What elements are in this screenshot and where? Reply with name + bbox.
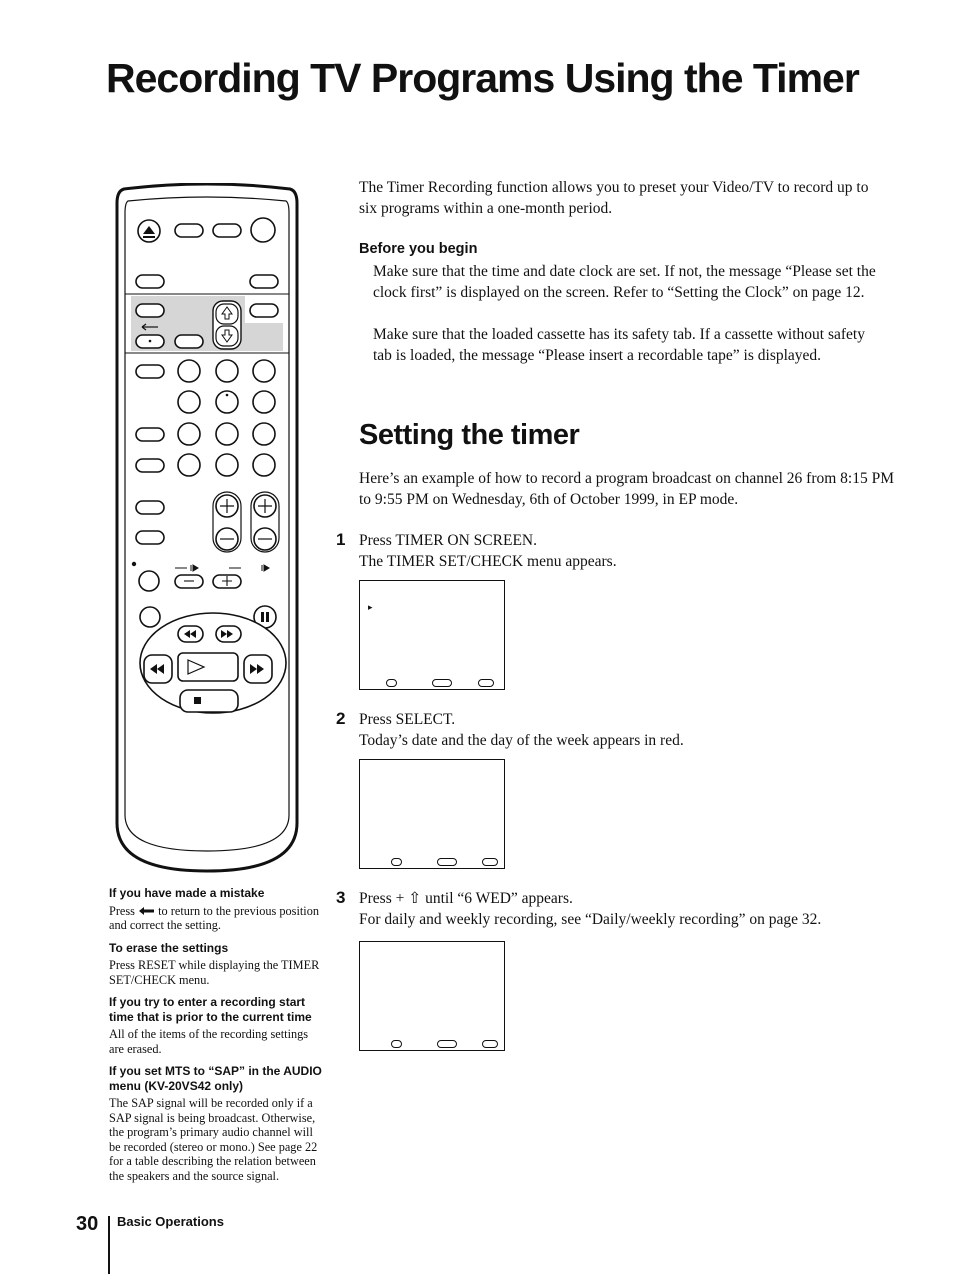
before-item-2: Make sure that the loaded cassette has its safety tab. If a cassette without safety tab is loaded, the message “Please insert a recordable tape” is displayed.: [373, 326, 865, 364]
page-number: 30: [76, 1213, 99, 1235]
note-heading: If you try to enter a recording start time that is prior to the current time: [109, 995, 312, 1024]
tv-screen-2: [359, 759, 505, 869]
note-heading: If you have made a mistake: [109, 886, 265, 900]
remote-control-illustration: [114, 183, 300, 873]
cursor-arrow-icon: ▸: [368, 602, 373, 612]
before-heading: Before you begin: [359, 241, 478, 257]
footer-section: Basic Operations: [117, 1214, 224, 1229]
step-1-line1: Press TIMER ON SCREEN.: [359, 532, 537, 549]
tv-screen-1: [359, 580, 505, 690]
note-heading: If you set MTS to “SAP” in the AUDIO menu (KV-20VS42 only): [109, 1064, 322, 1093]
step-1-line2: The TIMER SET/CHECK menu appears.: [359, 553, 617, 570]
sidebar-notes: [109, 886, 323, 1183]
note-text: Press RESET while displaying the TIMER SET/CHECK menu.: [109, 958, 320, 987]
step-3-line2: For daily and weekly recording, see “Daily/weekly recording” on page 32.: [359, 911, 822, 928]
intro-paragraph: The Timer Recording function allows you to preset your Video/TV to record up to six programs within a one-month period.: [359, 179, 869, 217]
note-text: The SAP signal will be recorded only if a SAP signal is being broadcast. Otherwise, the program’s primary audio channel will be recorded (stereo or mono.) See page 22 for a table describing the relation between the speakers and the source signal.: [109, 1096, 318, 1183]
section-heading: Setting the timer: [359, 419, 580, 451]
step-number: 3: [336, 888, 346, 907]
screen-indicator: [437, 858, 457, 866]
step-2-line1: Press SELECT.: [359, 711, 456, 728]
page-title: Recording TV Programs Using the Timer: [106, 55, 859, 101]
note-heading: To erase the settings: [109, 940, 229, 955]
screen-indicator: [482, 858, 498, 866]
step-2-line2: Today’s date and the day of the week appears in red.: [359, 732, 684, 749]
screen-indicator: [437, 1040, 457, 1048]
step-number: 1: [336, 530, 346, 549]
step-3-line1: Press + ⇧ until “6 WED” appears.: [359, 890, 573, 907]
tv-screen-3: [359, 941, 505, 1051]
remote-control-drawing: [114, 183, 300, 873]
screen-indicator: [482, 1040, 498, 1048]
back-arrow-icon: [138, 906, 155, 916]
note-text: Press to return to the previous position and correct the setting.: [109, 903, 319, 932]
screen-indicator: [478, 679, 494, 687]
step-number: 2: [336, 709, 346, 728]
footer-divider: [108, 1216, 110, 1274]
note-text: All of the items of the recording settings are erased.: [109, 1027, 309, 1056]
before-item-1: Make sure that the time and date clock are set. If not, the message “Please set the clock first” is displayed on the screen. Refer to “Setting the Clock” on page 12.: [373, 263, 876, 301]
screen-indicator: [386, 679, 397, 687]
screen-indicator: [391, 858, 402, 866]
screen-indicator: [391, 1040, 402, 1048]
section-intro: Here’s an example of how to record a program broadcast on channel 26 from 8:15 PM to 9:55 PM on Wednesday, 6th of October 1999, in EP mode.: [359, 470, 895, 508]
screen-indicator: [432, 679, 452, 687]
